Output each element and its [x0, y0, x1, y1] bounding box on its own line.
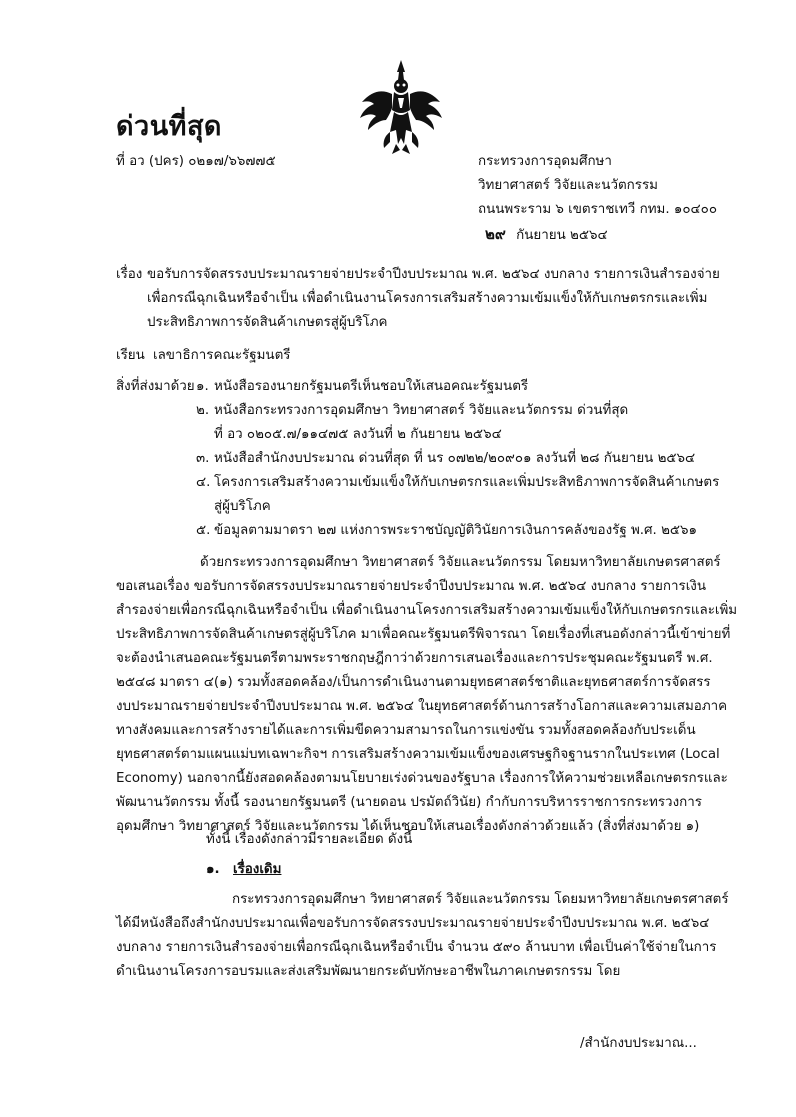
body-paragraph-line: ๒๕๔๘ มาตรา ๔(๑) รวมทั้งสอดคล้อง/เป็นการดำเนินงานตามยุทธศาสตร์ชาติและยุทธศาสตร์การจัดสรร: [116, 675, 711, 690]
enclosure-number: ๓.: [196, 451, 210, 466]
letter-date: [485, 222, 608, 246]
enclosure-item-continued: สู่ผู้บริโภค: [214, 499, 271, 514]
subject-line: ประสิทธิภาพการจัดสินค้าเกษตรสู่ผู้บริโภค: [147, 315, 388, 330]
section-body-line: งบกลาง รายการเงินสำรองจ่ายเพื่อกรณีฉุกเฉินหรือจำเป็น จำนวน ๕๙๐ ล้านบาท เพื่อเป็นค่าใช้จ่ายในการ: [116, 940, 717, 955]
salutation-recipient: เลขาธิการคณะรัฐมนตรี: [153, 348, 291, 363]
body-paragraph-line: ขอเสนอเรื่อง ขอรับการจัดสรรงบประมาณรายจ่ายประจำปีงบประมาณ พ.ศ. ๒๕๖๔ งบกลาง รายการเงิน: [116, 579, 706, 594]
section-body-line: ดำเนินงานโครงการอบรมและส่งเสริมพัฒนายกระดับทักษะอาชีพในภาคเกษตรกรรม โดย: [116, 964, 621, 979]
enclosure-item: หนังสือกระทรวงการอุดมศึกษา วิทยาศาสตร์ วิจัยและนวัตกรรม ด่วนที่สุด: [214, 403, 629, 418]
body-paragraph-line: ยุทธศาสตร์ตามแผนแม่บทเฉพาะกิจฯ การเสริมสร้างความเข้มแข็งของเศรษฐกิจฐานรากในประเทศ (Local: [116, 747, 720, 762]
reference-number: ที่ อว (ปคร) ๐๒๑๗/๖๖๗๗๕: [116, 154, 276, 169]
body-intro-line: ทั้งนี้ เรื่องดังกล่าวมีรายละเอียด ดังนี้: [206, 832, 413, 847]
body-paragraph-line: Economy) นอกจากนี้ยังสอดคล้องตามนโยบายเร่งด่วนของรัฐบาล เรื่องการให้ความช่วยเหลือเกษตรกรและ: [116, 771, 728, 786]
date-day: ๒๙: [485, 225, 506, 243]
page-continuation: /สำนักงบประมาณ...: [580, 1036, 697, 1051]
enclosure-item: หนังสือรองนายกรัฐมนตรีเห็นชอบให้เสนอคณะรัฐมนตรี: [214, 379, 529, 394]
body-paragraph-line: ทางสังคมและการสร้างรายได้และการเพิ่มขีดความสามารถในการแข่งขัน รวมทั้งสอดคล้องกับประเด็น: [116, 723, 696, 738]
enclosure-item-continued: ที่ อว ๐๒๐๕.๗/๑๑๔๗๕ ลงวันที่ ๒ กันยายน ๒๕๖๔: [214, 427, 502, 442]
enclosures-label: สิ่งที่ส่งมาด้วย: [116, 379, 195, 394]
org-line-division: วิทยาศาสตร์ วิจัยและนวัตกรรม: [478, 178, 658, 193]
body-paragraph-line: สำรองจ่ายเพื่อกรณีฉุกเฉินหรือจำเป็น เพื่อดำเนินงานโครงการเสริมสร้างความเข้มแข็งให้กับเกษตรกรและเพิ่ม: [116, 603, 738, 618]
body-paragraph-line: พัฒนานวัตกรรม ทั้งนี้ รองนายกรัฐมนตรี (นายดอน ปรมัตถ์วินัย) กำกับการบริหารราชการกระทรวงการ: [116, 795, 702, 810]
section-body-line: กระทรวงการอุดมศึกษา วิทยาศาสตร์ วิจัยและนวัตกรรม โดยมหาวิทยาลัยเกษตรศาสตร์: [232, 892, 729, 907]
org-line-ministry: กระทรวงการอุดมศึกษา: [478, 154, 612, 169]
enclosure-item: หนังสือสำนักงบประมาณ ด่วนที่สุด ที่ นร ๐๗๒๒/๒๐๙๐๑ ลงวันที่ ๒๘ กันยายน ๒๕๖๔: [214, 451, 696, 466]
body-paragraph-line: อุดมศึกษา วิทยาศาสตร์ วิจัยและนวัตกรรม ได้เห็นชอบให้เสนอเรื่องดังกล่าวด้วยแล้ว (สิ่งที่ส่งมาด้วย ๑): [116, 819, 700, 834]
body-paragraph-line: จะต้องนำเสนอคณะรัฐมนตรีตามพระราชกฤษฎีกาว่าด้วยการเสนอเรื่องและการประชุมคณะรัฐมนตรี พ.ศ.: [116, 651, 713, 666]
subject-line: ขอรับการจัดสรรงบประมาณรายจ่ายประจำปีงบประมาณ พ.ศ. ๒๕๖๔ งบกลาง รายการเงินสำรองจ่าย: [147, 267, 720, 282]
enclosure-item: โครงการเสริมสร้างความเข้มแข็งให้กับเกษตรกรและเพิ่มประสิทธิภาพการจัดสินค้าเกษตร: [214, 475, 720, 490]
body-paragraph-line: ด้วยกระทรวงการอุดมศึกษา วิทยาศาสตร์ วิจัยและนวัตกรรม โดยมหาวิทยาลัยเกษตรศาสตร์: [200, 555, 721, 570]
body-paragraph-line: ประสิทธิภาพการจัดสินค้าเกษตรสู่ผู้บริโภค มาเพื่อคณะรัฐมนตรีพิจารณา โดยเรื่องที่เสนอดังกล่าวนี้เข้าข่ายที่: [116, 627, 731, 642]
date-month-year: กันยายน ๒๕๖๔: [516, 228, 608, 243]
garuda-emblem: [356, 58, 446, 156]
subject-line: เพื่อกรณีฉุกเฉินหรือจำเป็น เพื่อดำเนินงานโครงการเสริมสร้างความเข้มแข็งให้กับเกษตรกรและเพิ่ม: [147, 291, 708, 306]
salutation-label: เรียน: [116, 348, 145, 363]
enclosure-number: ๒.: [196, 403, 210, 418]
subject-label: เรื่อง: [116, 267, 143, 282]
body-paragraph-line: งบประมาณรายจ่ายประจำปีงบประมาณ พ.ศ. ๒๕๖๔ ในยุทธศาสตร์ด้านการสร้างโอกาสและความเสมอภาค: [116, 699, 728, 714]
enclosure-number: ๑.: [196, 379, 209, 394]
section-body-line: ได้มีหนังสือถึงสำนักงบประมาณเพื่อขอรับการจัดสรรงบประมาณรายจ่ายประจำปีงบประมาณ พ.ศ. ๒๕๖๔: [116, 916, 710, 931]
urgency-label: ด่วนที่สุด: [116, 111, 222, 142]
section-title: เรื่องเดิม: [233, 862, 282, 877]
enclosure-number: ๔.: [196, 475, 211, 490]
enclosure-item: ข้อมูลตามมาตรา ๒๗ แห่งการพระราชบัญญัติวินัยการเงินการคลังของรัฐ พ.ศ. ๒๕๖๑: [214, 523, 698, 538]
section-number: ๑.: [206, 862, 220, 877]
org-line-address: ถนนพระราม ๖ เขตราชเทวี กทม. ๑๐๔๐๐: [478, 202, 718, 217]
enclosure-number: ๕.: [196, 523, 211, 538]
